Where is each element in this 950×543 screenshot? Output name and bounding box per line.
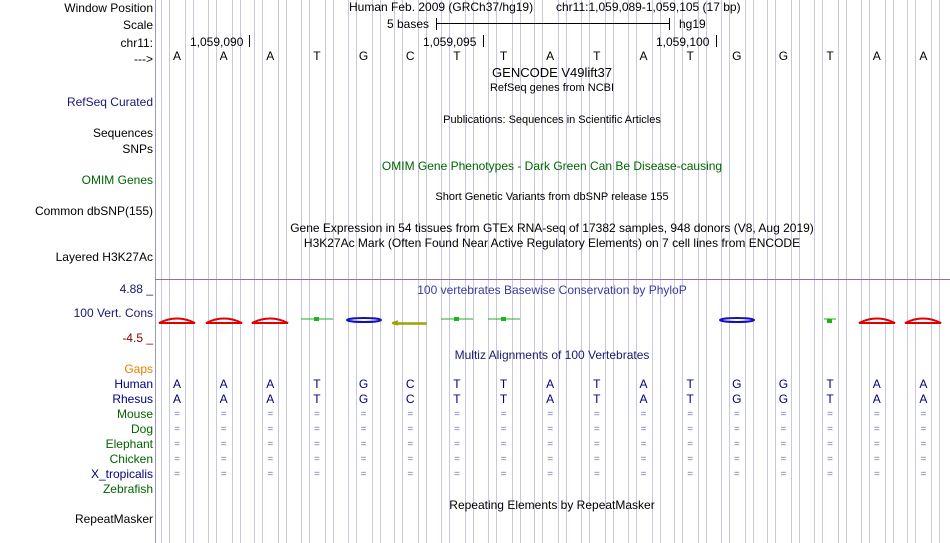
alignment-cell: = [220,409,227,420]
refseq-subtitle: RefSeq genes from NCBI [489,82,615,94]
base-letter: A [219,49,228,63]
alignment-cell: T [313,377,321,391]
species-label[interactable]: Human [114,377,153,391]
alignment-cell: = [267,469,274,480]
alignment-cell: = [407,409,414,420]
alignment-cell: = [267,439,274,450]
alignment-cell: = [453,409,460,420]
alignment-cell: = [640,424,647,435]
species-label[interactable]: Dog [130,422,153,436]
conservation-mark [250,314,290,326]
alignment-cell: = [687,454,694,465]
alignment-cell: = [220,439,227,450]
label-omim[interactable]: OMIM Genes [81,173,153,187]
conservation-mark [204,314,244,326]
alignment-cell: = [780,439,787,450]
alignment-cell: = [640,409,647,420]
base-letter: A [919,49,928,63]
alignment-cell: C [405,392,415,406]
alignment-cell: = [314,424,320,435]
alignment-cell: = [174,424,180,435]
alignment-cell: A [639,377,648,391]
alignment-cell: = [687,469,694,480]
alignment-cell: = [920,409,927,420]
alignment-cell: T [826,392,834,406]
species-label[interactable]: Rhesus [112,392,153,406]
base-letter: G [732,49,742,63]
alignment-cell: = [500,469,507,480]
alignment-cell: = [827,439,834,450]
alignment-cell: = [220,469,227,480]
alignment-cell: = [873,439,880,450]
alignment-cell: G [778,377,789,391]
alignment-cell: = [407,424,414,435]
alignment-cell: G [778,392,789,406]
coord-1: 1,059,090 [190,35,244,49]
alignment-cell: = [547,469,554,480]
alignment-cell: = [873,424,880,435]
base-letter: T [313,49,321,63]
alignment-cell: = [407,454,414,465]
alignment-cell: = [920,469,927,480]
alignment-cell: = [827,409,834,420]
alignment-cell: = [780,409,787,420]
alignment-cell: = [733,439,740,450]
alignment-cell: = [873,409,880,420]
alignment-cell: = [547,454,554,465]
label-cons-max: 4.88 _ [119,282,153,296]
alignment-cell: = [640,439,647,450]
dbsnp-title[interactable]: Short Genetic Variants from dbSNP release 155 [435,191,669,203]
assembly-title: Human Feb. 2009 (GRCh37/hg19) [349,0,534,14]
alignment-cell: = [500,409,507,420]
alignment-cell: = [174,409,180,420]
alignment-cell: = [453,439,460,450]
base-letter: C [405,49,415,63]
alignment-cell: = [360,424,367,435]
conservation-mark [810,314,850,326]
alignment-cell: = [314,454,320,465]
alignment-cell: = [453,424,460,435]
base-letter: G [778,49,789,63]
alignment-cell: = [220,454,227,465]
alignment-cell: = [640,454,647,465]
alignment-cell: = [827,454,834,465]
label-strand[interactable]: ---> [134,52,153,66]
label-cons[interactable]: 100 Vert. Cons [73,306,153,320]
scale-text: 5 bases [387,17,430,31]
label-refseq[interactable]: RefSeq Curated [66,95,153,109]
conservation-mark [344,314,384,326]
alignment-cell: = [547,439,554,450]
label-gaps[interactable]: Gaps [124,362,153,376]
alignment-cell: = [827,424,834,435]
label-sequences[interactable]: Sequences [92,126,153,140]
alignment-cell: = [733,409,740,420]
alignment-cell: T [499,392,508,406]
alignment-cell: = [453,454,460,465]
conservation-mark [903,314,943,326]
base-letter: G [358,49,369,63]
h3k27ac-title[interactable]: H3K27Ac Mark (Often Found Near Active Regulatory Elements) on 7 cell lines from ENCODE [303,236,801,250]
alignment-cell: T [686,392,694,406]
alignment-cell: = [407,439,414,450]
base-letter: T [593,49,601,63]
species-label[interactable]: X_tropicalis [90,467,153,481]
alignment-cell: G [358,392,369,406]
conservation-mark [157,314,197,326]
alignment-cell: A [872,392,881,406]
alignment-cell: = [733,454,740,465]
alignment-cell: A [872,377,881,391]
alignment-cell: A [172,377,181,391]
alignment-cell: T [593,392,601,406]
alignment-cell: = [780,454,787,465]
alignment-cell: A [266,377,275,391]
alignment-cell: = [174,454,180,465]
alignment-cell: T [686,377,694,391]
alignment-cell: = [360,454,367,465]
conservation-mark [717,314,757,326]
label-repeatmasker[interactable]: RepeatMasker [74,512,153,526]
alignment-cell: = [687,439,694,450]
label-snps[interactable]: SNPs [122,142,153,156]
base-letter: T [826,49,834,63]
alignment-cell: = [733,424,740,435]
alignment-cell: = [314,469,320,480]
alignment-cell: G [732,392,742,406]
alignment-cell: = [733,469,740,480]
position-title: chr11:1,059,089-1,059,105 (17 bp) [556,0,741,14]
alignment-cell: A [546,377,555,391]
alignment-cell: = [407,469,414,480]
divider-rule [155,279,950,280]
alignment-cell: A [546,392,555,406]
repeat-title[interactable]: Repeating Elements by RepeatMasker [449,498,655,512]
base-letter: A [172,49,181,63]
label-chr: chr11: [120,36,153,50]
conservation-mark [484,314,524,326]
coord-3: 1,059,100 [656,35,710,49]
alignment-cell: = [593,439,600,450]
gencode-title[interactable]: GENCODE V49lift37 [492,65,612,80]
label-window-position: Window Position [64,1,153,15]
alignment-cell: = [453,469,460,480]
gtex-title[interactable]: Gene Expression in 54 tissues from GTEx RNA-seq of 17382 samples, 948 donors (V8, Aug 2019) [290,221,814,235]
alignment-cell: = [500,454,507,465]
alignment-cell: = [360,439,367,450]
alignment-cell: G [732,377,742,391]
base-letter: A [266,49,275,63]
alignment-cell: T [826,377,834,391]
omim-title[interactable]: OMIM Gene Phenotypes - Dark Green Can Be Disease-causing [381,159,723,173]
alignment-cell: = [920,439,927,450]
alignment-cell: A [172,392,181,406]
alignment-cell: T [453,377,461,391]
conservation-mark [297,314,337,326]
alignment-cell: = [687,424,694,435]
alignment-cell: = [873,469,880,480]
conservation-mark [390,314,430,326]
alignment-cell: = [267,454,274,465]
alignment-cell: A [919,392,928,406]
conservation-mark [857,314,897,326]
alignment-cell: A [219,392,228,406]
alignment-cell: = [593,424,600,435]
alignment-cell: = [687,409,694,420]
alignment-cell: = [827,469,834,480]
label-dbsnp[interactable]: Common dbSNP(155) [34,204,153,218]
alignment-cell: A [919,377,928,391]
alignment-cell: = [500,424,507,435]
alignment-cell: A [266,392,275,406]
species-label[interactable]: Zebrafish [102,482,153,496]
base-letter: A [639,49,648,63]
phylop-title[interactable]: 100 vertebrates Basewise Conservation by PhyloP [417,283,687,297]
scale-db: hg19 [679,17,706,31]
alignment-cell: G [358,377,369,391]
alignment-cell: = [780,424,787,435]
alignment-cell: = [220,424,227,435]
base-letter: T [499,49,508,63]
alignment-cell: T [593,377,601,391]
alignment-cell: = [360,409,367,420]
alignment-cell: = [640,469,647,480]
label-cons-min: -4.5 _ [122,331,153,345]
label-h3k27ac[interactable]: Layered H3K27Ac [55,250,153,264]
alignment-cell: = [547,409,554,420]
species-label[interactable]: Mouse [116,407,153,421]
alignment-cell: = [780,469,787,480]
alignment-cell: T [453,392,461,406]
multiz-title[interactable]: Multiz Alignments of 100 Vertebrates [454,348,650,362]
base-letter: T [453,49,461,63]
alignment-cell: C [405,377,415,391]
alignment-cell: A [639,392,648,406]
alignment-cell: A [219,377,228,391]
alignment-cell: T [499,377,508,391]
alignment-cell: = [593,454,600,465]
label-scale: Scale [122,18,153,32]
alignment-cell: T [313,392,321,406]
alignment-cell: = [500,439,507,450]
alignment-cell: = [873,454,880,465]
species-label[interactable]: Elephant [105,437,153,451]
publications-title[interactable]: Publications: Sequences in Scientific Articles [443,114,661,126]
coord-2: 1,059,095 [423,35,477,49]
alignment-cell: = [267,409,274,420]
alignment-cell: = [547,424,554,435]
alignment-cell: = [593,409,600,420]
base-letter: A [872,49,881,63]
base-letter: T [686,49,694,63]
base-letter: A [546,49,555,63]
alignment-cell: = [314,439,320,450]
alignment-cell: = [174,439,180,450]
species-label[interactable]: Chicken [109,452,153,466]
alignment-cell: = [314,409,320,420]
conservation-mark [437,314,477,326]
alignment-cell: = [267,424,274,435]
alignment-cell: = [593,469,600,480]
alignment-cell: = [920,454,927,465]
alignment-cell: = [360,469,367,480]
alignment-cell: = [174,469,180,480]
alignment-cell: = [920,424,927,435]
